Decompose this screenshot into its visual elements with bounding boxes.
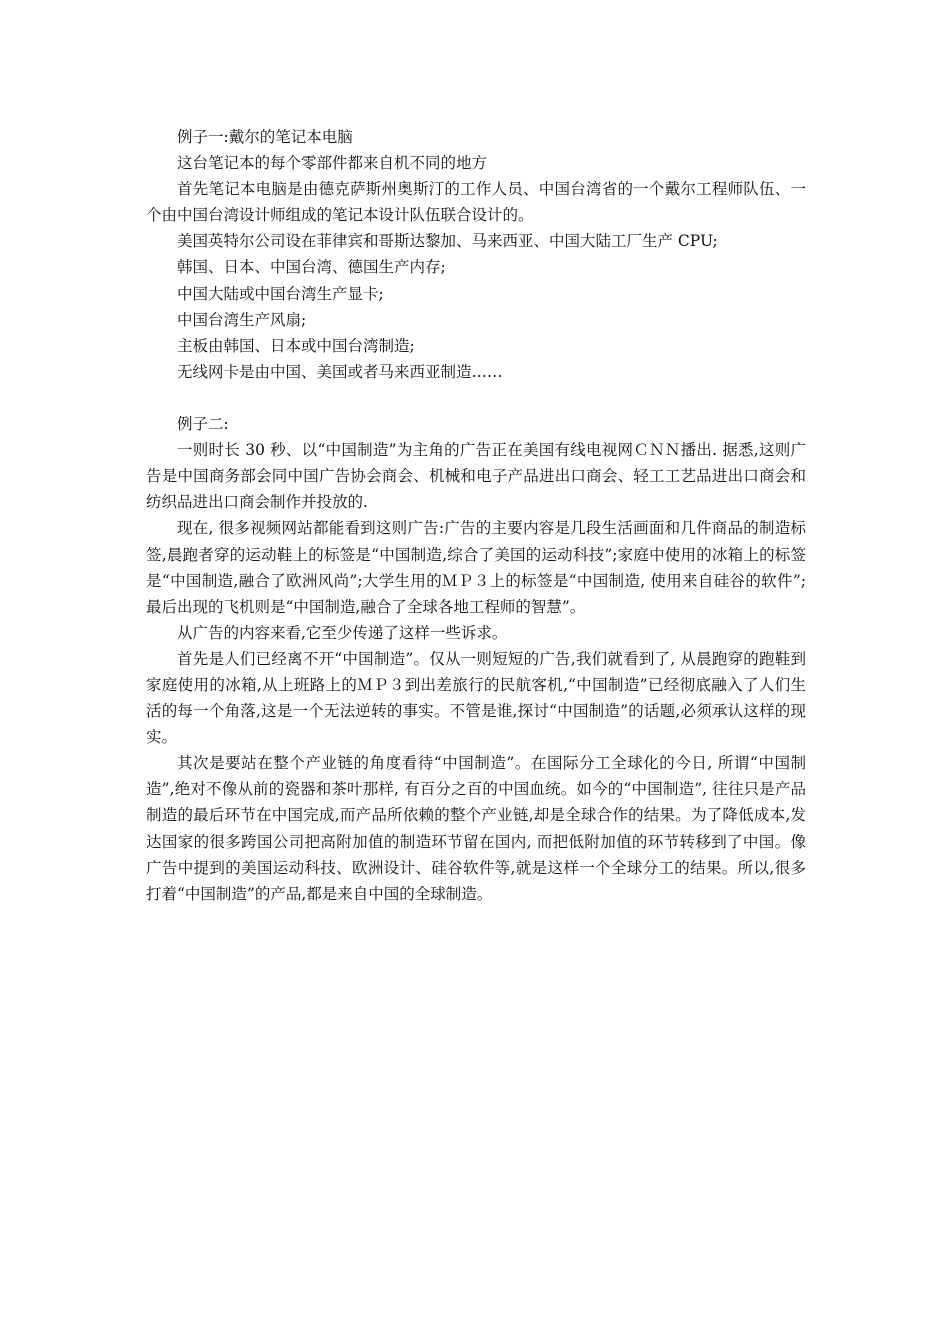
paragraph-example-one-heading: 例子一:戴尔的笔记本电脑 [177,128,353,146]
paragraph-parts-origin: 这台笔记本的每个零部件都来自机不同的地方 [177,154,488,173]
paragraph-ad-appeal: 从广告的内容来看,它至少传递了这样一些诉求。 [177,623,508,642]
paragraph-cpu: 美国英特尔公司设在菲律宾和哥斯达黎加、马来西亚、中国大陆工厂生产 CPU; [177,232,718,251]
paragraph-first-point: 首先是人们已经离不开“中国制造”。仅从一则短短的广告,我们就看到了, 从晨跑穿的跑鞋到家庭使用的冰箱,从上班路上的ＭＰ３到出差旅行的民航客机,“中国制造”已经彻底融入了人们生活的每一个角落,这是一个无法逆转的事实。不管是谁,探讨“中国制造”的话题,必须承认这样的现实。 [146,649,806,747]
paragraph-ad-content: 现在, 很多视频网站都能看到这则广告:广告的主要内容是几段生活画面和几件商品的制造标签,晨跑者穿的运动鞋上的标签是“中国制造,综合了美国的运动科技”;家庭中使用的冰箱上的标签是“中国制造,融合了欧洲风尚”;大学生用的ＭＰ３上的标签是“中国制造, 使用来自硅谷的软件”;最后出现的飞机则是“中国制造,融合了全球各地工程师的智慧”。 [146,519,806,616]
document-body [146,124,806,907]
paragraph-second-point: 其次是要站在整个产业链的角度看待“中国制造”。在国际分工全球化的今日, 所谓“中国制造”,绝对不像从前的瓷器和茶叶那样, 有百分之百的中国血统。如今的“中国制造”, 往往只是产品制造的最后环节在中国完成,而产品所依赖的整个产业链,却是全球合作的结果。为了降低成本,发达国家的很多跨国公司把高附加值的制造环节留在国内, 而把低附加值的环节转移到了中国。像广告中提到的美国运动科技、欧洲设计、硅谷软件等,就是这样一个全球分工的结果。所以,很多打着“中国制造”的产品,都是来自中国的全球制造。 [146,754,806,903]
paragraph-motherboard: 主板由韩国、日本或中国台湾制造; [177,336,415,355]
paragraph-fan: 中国台湾生产风扇; [177,310,307,329]
paragraph-design-team: 首先笔记本电脑是由德克萨斯州奥斯汀的工作人员、中国台湾省的一个戴尔工程师队伍、一个由中国台湾设计师组成的笔记本设计队伍联合设计的。 [146,180,806,225]
paragraph-wireless-card: 无线网卡是由中国、美国或者马来西亚制造…… [177,362,503,381]
paragraph-cnn-ad: 一则时长 30 秒、以“中国制造”为主角的广告正在美国有线电视网ＣＮＮ播出. 据悉,这则广告是中国商务部会同中国广告协会商会、机械和电子产品进出口商会、轻工工艺品进出口商会和纺织品进出口商会制作并投放的. [146,441,806,512]
blank-line [146,385,806,411]
paragraph-memory: 韩国、日本、中国台湾、德国生产内存; [177,258,446,277]
paragraph-graphics-card: 中国大陆或中国台湾生产显卡; [177,284,384,303]
paragraph-example-two-heading: 例子二: [177,415,229,434]
